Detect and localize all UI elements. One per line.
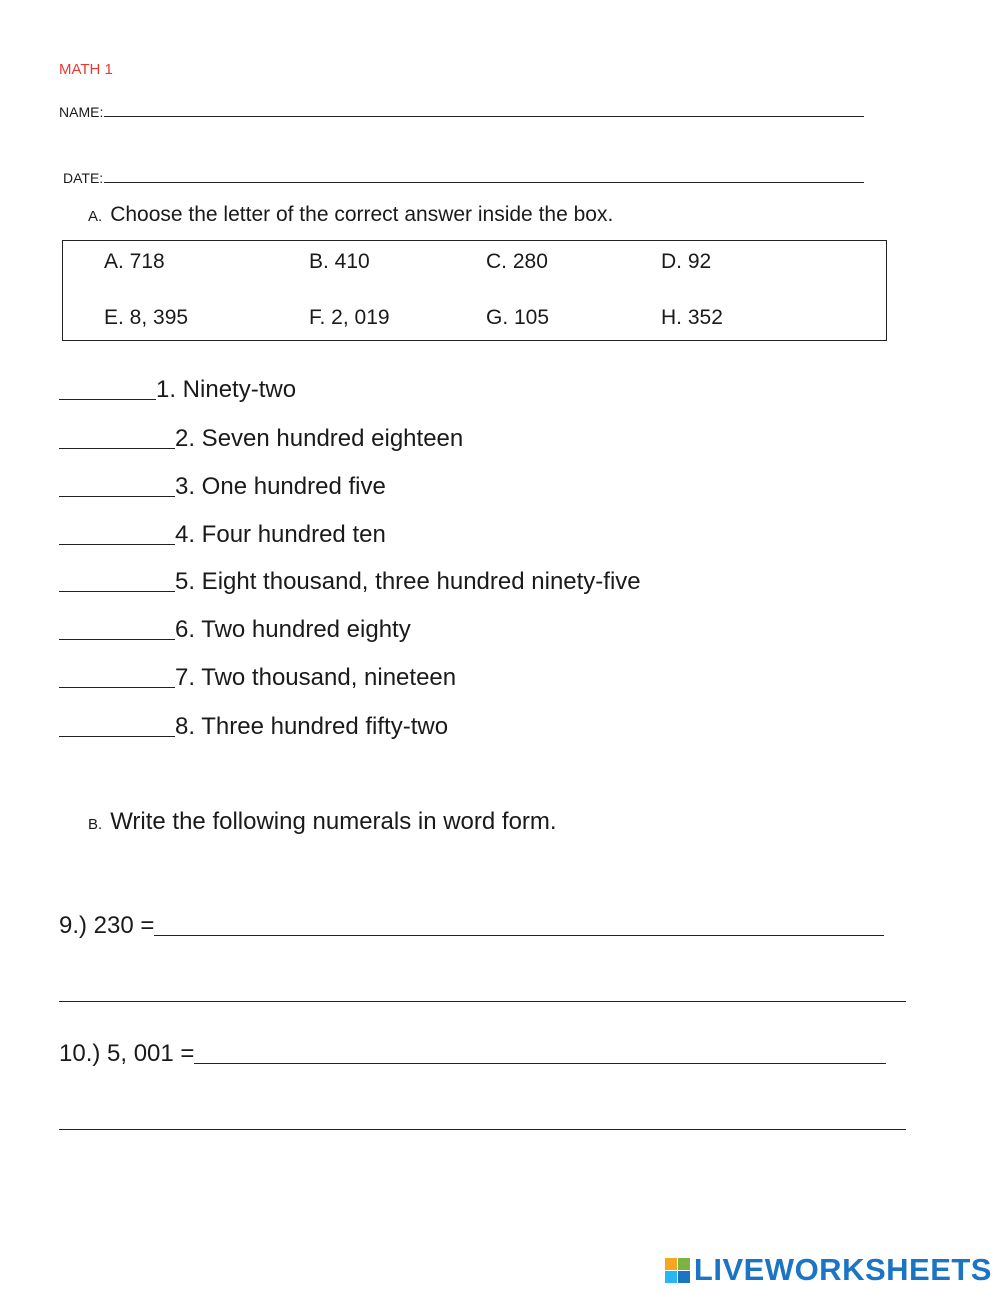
answer-blank-1[interactable] [59, 399, 156, 400]
question-9-text: 9.) 230 = [59, 912, 155, 939]
subject-title: MATH 1 [59, 61, 113, 78]
logo-blocks-icon [665, 1258, 690, 1283]
section-b-instruction: Write the following numerals in word form. [110, 808, 557, 835]
item-1 [59, 376, 296, 404]
answer-blank-4[interactable] [59, 544, 175, 545]
date-input-line[interactable] [104, 182, 864, 183]
answer-blank-6[interactable] [59, 639, 175, 640]
answer-line-9b[interactable] [59, 1001, 906, 1002]
answer-blank-7[interactable] [59, 687, 175, 688]
liveworksheets-logo [665, 1252, 992, 1288]
answer-blank-3[interactable] [59, 496, 175, 497]
section-b-letter: B. [88, 816, 103, 833]
section-a-instruction: Choose the letter of the correct answer inside the box. [110, 203, 614, 226]
item-1-text: 1. Ninety-two [156, 376, 297, 403]
question-9 [59, 912, 884, 940]
answer-line-10b[interactable] [59, 1129, 906, 1130]
date-field [63, 170, 864, 186]
name-label: NAME: [59, 104, 104, 120]
choice-f: F. 2, 019 [309, 306, 390, 329]
choice-b: B. 410 [309, 250, 370, 273]
section-a-heading [88, 203, 613, 227]
item-6 [59, 616, 411, 644]
answer-line-9a[interactable] [154, 935, 884, 936]
question-10-text: 10.) 5, 001 = [59, 1040, 195, 1067]
choice-g: G. 105 [486, 306, 550, 329]
answer-blank-2[interactable] [59, 448, 175, 449]
item-8-text: 8. Three hundred fifty-two [175, 713, 449, 740]
item-8 [59, 713, 448, 741]
item-7 [59, 664, 456, 692]
section-a-letter: A. [88, 208, 103, 225]
item-4-text: 4. Four hundred ten [175, 521, 386, 548]
choice-h: H. 352 [661, 306, 723, 329]
choice-a: A. 718 [104, 250, 165, 273]
answer-line-10a[interactable] [194, 1063, 886, 1064]
answer-blank-8[interactable] [59, 736, 175, 737]
choice-e: E. 8, 395 [104, 306, 189, 329]
section-b-heading [88, 808, 557, 836]
item-6-text: 6. Two hundred eighty [175, 616, 411, 643]
item-5-text: 5. Eight thousand, three hundred ninety-five [175, 568, 641, 595]
name-field [59, 104, 864, 120]
answer-blank-5[interactable] [59, 591, 175, 592]
item-4 [59, 521, 386, 549]
choice-c: C. 280 [486, 250, 548, 273]
item-2-text: 2. Seven hundred eighteen [175, 425, 464, 452]
choice-d: D. 92 [661, 250, 712, 273]
item-3-text: 3. One hundred five [175, 473, 386, 500]
name-input-line[interactable] [104, 116, 864, 117]
item-2 [59, 425, 463, 453]
item-7-text: 7. Two thousand, nineteen [175, 664, 457, 691]
brand-name: LIVEWORKSHEETS [693, 1252, 992, 1287]
question-10 [59, 1040, 886, 1068]
date-label: DATE: [63, 170, 104, 186]
item-3 [59, 473, 386, 501]
item-5 [59, 568, 641, 596]
